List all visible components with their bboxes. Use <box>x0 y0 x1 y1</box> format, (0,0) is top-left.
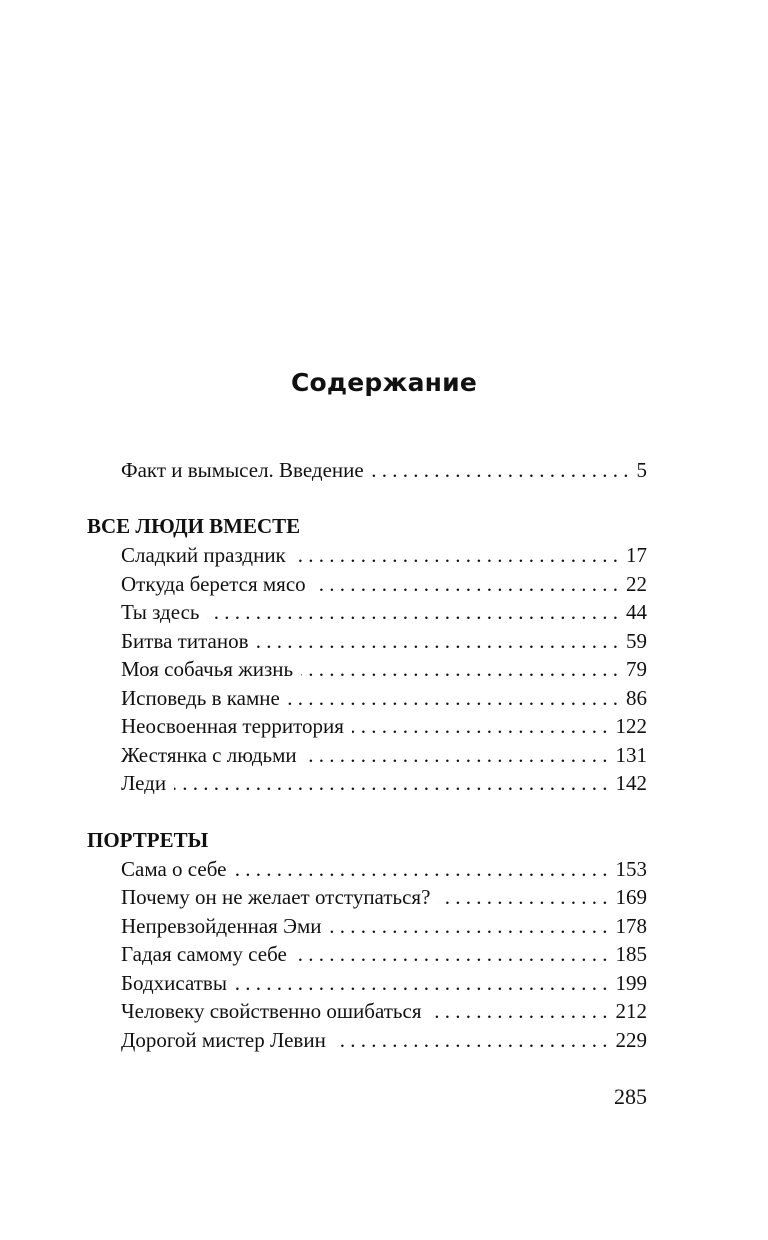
toc-entry-page: 185 <box>615 942 647 966</box>
toc-entry-page: 131 <box>615 743 647 767</box>
section-heading-vse-lyudi: ВСЕ ЛЮДИ ВМЕСТЕ <box>87 514 301 538</box>
toc-entry <box>121 571 647 597</box>
dot-leader <box>257 628 618 654</box>
toc-entry-label: Неосвоенная территория <box>121 714 344 738</box>
toc-entry <box>121 742 647 768</box>
toc-entry <box>121 941 647 967</box>
toc-entry-page: 212 <box>615 999 647 1023</box>
toc-entry-label: Битва титанов <box>121 629 249 653</box>
dot-leader <box>430 998 608 1024</box>
dot-leader <box>294 542 618 568</box>
dot-leader <box>329 913 607 939</box>
dot-leader <box>438 884 607 910</box>
dot-leader <box>334 1027 608 1053</box>
dot-leader <box>352 713 608 739</box>
toc-entry-page: 169 <box>615 885 647 909</box>
toc-entry-page: 5 <box>636 458 647 482</box>
toc-entry <box>121 770 647 796</box>
toc-entry-label: Исповедь в камне <box>121 686 280 710</box>
dot-leader <box>372 457 629 483</box>
dot-leader <box>207 599 618 625</box>
toc-entry-label: Гадая самому себе <box>121 942 287 966</box>
toc-entry <box>121 685 647 711</box>
section-heading-portrety: ПОРТРЕТЫ <box>87 828 209 852</box>
toc-entry-intro <box>121 457 647 483</box>
toc-entry-label: Бодхисатвы <box>121 971 227 995</box>
page-title: Содержание <box>290 368 478 397</box>
toc-entry-label: Непревзойденная Эми <box>121 914 322 938</box>
toc-entry <box>121 713 647 739</box>
toc-entry-label: Почему он не желает отступаться? <box>121 885 431 909</box>
dot-leader <box>235 970 608 996</box>
dot-leader <box>314 571 618 597</box>
dot-leader <box>305 742 608 768</box>
toc-entry-label: Сама о себе <box>121 857 227 881</box>
toc-entry-label: Моя собачья жизнь <box>121 657 294 681</box>
toc-entry <box>121 628 647 654</box>
toc-entry-page: 17 <box>626 543 647 567</box>
dot-leader <box>234 856 607 882</box>
toc-entry <box>121 998 647 1024</box>
toc-entry-page: 44 <box>626 600 647 624</box>
toc-entry-page: 122 <box>615 714 647 738</box>
toc-entry <box>121 856 647 882</box>
toc-entry-label: Жестянка с людьми <box>121 743 297 767</box>
toc-entry <box>121 970 647 996</box>
toc-entry-page: 229 <box>615 1028 647 1052</box>
toc-entry-label: Откуда берется мясо <box>121 572 306 596</box>
toc-entry <box>121 656 647 682</box>
toc-entry-page: 178 <box>615 914 647 938</box>
page-number: 285 <box>614 1084 647 1109</box>
toc-entry <box>121 599 647 625</box>
toc-entry-page: 153 <box>615 857 647 881</box>
toc-entry-label: Дорогой мистер Левин <box>121 1028 326 1052</box>
dot-leader <box>301 656 618 682</box>
toc-entry-label: Сладкий праздник <box>121 543 286 567</box>
toc-entry-label: Человеку свойственно ошибаться <box>121 999 422 1023</box>
dot-leader <box>295 941 608 967</box>
toc-entry-label: Факт и вымысел. Введение <box>121 458 364 482</box>
toc-entry-label: Ты здесь <box>121 600 200 624</box>
toc-entry <box>121 1027 647 1053</box>
toc-entry <box>121 884 647 910</box>
toc-entry-page: 59 <box>626 629 647 653</box>
toc-entry <box>121 542 647 568</box>
toc-entry-page: 22 <box>626 572 647 596</box>
toc-entry <box>121 913 647 939</box>
toc-entry-page: 86 <box>626 686 647 710</box>
toc-entry-page: 199 <box>615 971 647 995</box>
toc-entry-page: 79 <box>626 657 647 681</box>
toc-entry-label: Леди <box>121 771 167 795</box>
toc-entry-page: 142 <box>615 771 647 795</box>
dot-leader <box>174 770 607 796</box>
dot-leader <box>288 685 618 711</box>
